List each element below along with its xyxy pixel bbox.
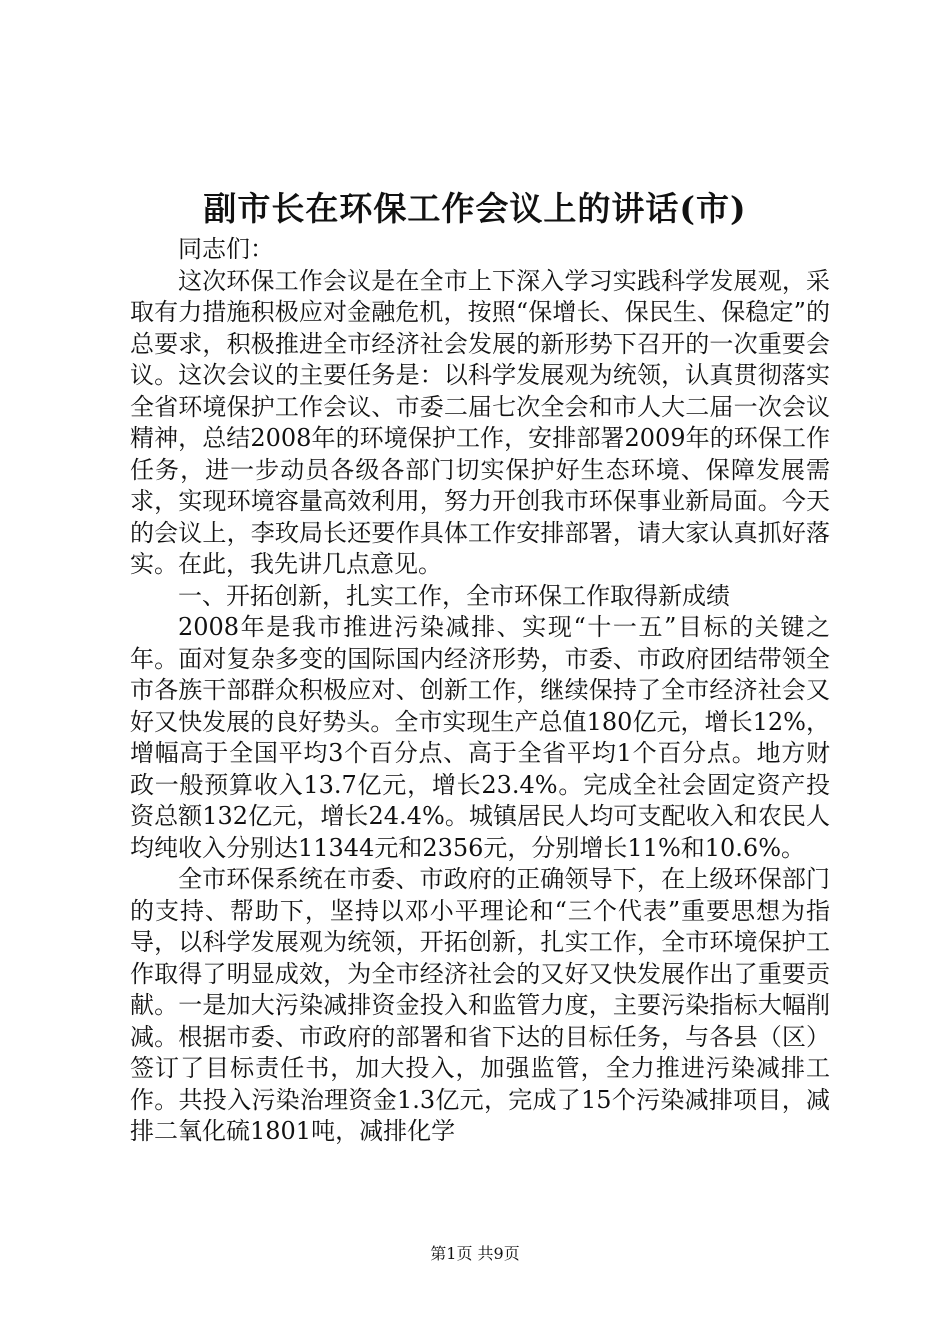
page-number-footer: 第1页 共9页 [430,1244,520,1263]
intro-paragraph: 这次环保工作会议是在全市上下深入学习实践科学发展观，采取有力措施积极应对金融危机，按照“保增长、保民生、保稳定”的总要求，积极推进全市经济社会发展的新形势下召开的一次重要会议。这次会议的主要任务是：以科学发展观为统领，认真贯彻落实全省环境保护工作会议、市委二届七次全会和市人大二届一次会议精神，总结2008年的环境保护工作，安排部署2009年的环保工作任务，进一步动员各级各部门切实保护好生态环境、保障发展需求，实现环境容量高效利用，努力开创我市环保事业新局面。今天的会议上，李玫局长还要作具体工作安排部署，请大家认真抓好落实。在此，我先讲几点意见。 [130,266,830,578]
document-body [130,234,830,1148]
salutation-paragraph: 同志们： [178,235,274,263]
economy-paragraph: 2008年是我市推进污染减排、实现“十一五”目标的关键之年。面对复杂多变的国际国内经济形势，市委、市政府团结带领全市各族干部群众积极应对、创新工作，继续保持了全市经济社会又好又快发展的良好势头。全市实现生产总值180亿元，增长12%，增幅高于全国平均3个百分点、高于全省平均1个百分点。地方财政一般预算收入13.7亿元，增长23.4%。完成全社会固定资产投资总额132亿元，增长24.4%。城镇居民人均可支配收入和农民人均纯收入分别达11344元和2356元，分别增长11%和10.6%。 [130,613,830,862]
achievements-paragraph: 全市环保系统在市委、市政府的正确领导下，在上级环保部门的支持、帮助下，坚持以邓小平理论和“三个代表”重要思想为指导，以科学发展观为统领，开拓创新，扎实工作，全市环境保护工作取得了明显成效，为全市经济社会的又好又快发展作出了重要贡献。一是加大污染减排资金投入和监管力度，主要污染指标大幅削减。根据市委、市政府的部署和省下达的目标任务，与各县（区）签订了目标责任书，加大投入，加强监管，全力推进污染减排工作。共投入污染治理资金1.3亿元，完成了15个污染减排项目，减排二氧化硫1801吨，减排化学 [130,865,830,1145]
document-title: 副市长在环保工作会议上的讲话(市) [203,189,747,228]
section-heading: 一、开拓创新，扎实工作，全市环保工作取得新成绩 [178,581,730,610]
